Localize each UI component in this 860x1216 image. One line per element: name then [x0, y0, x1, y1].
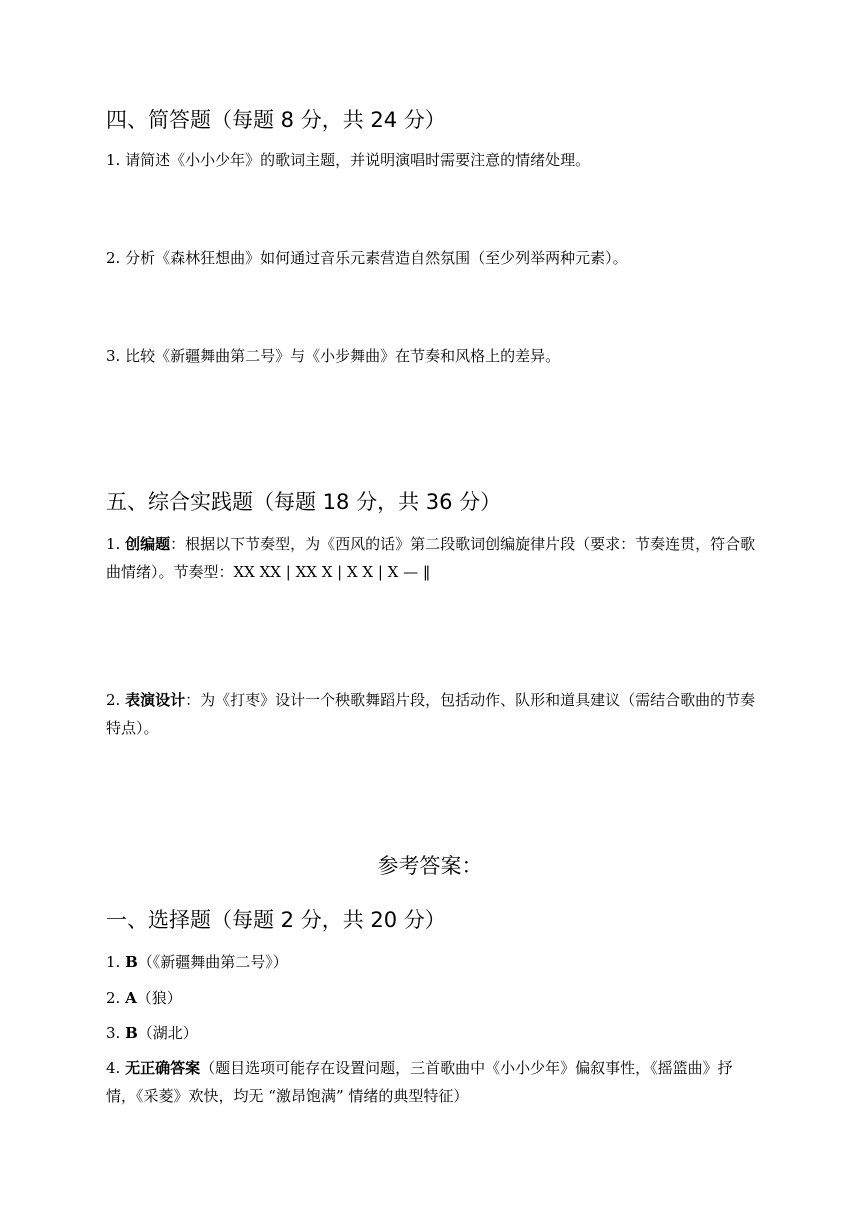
- section-4-question-3: 3. 比较《新疆舞曲第二号》与《小步舞曲》在节奏和风格上的差异。: [106, 347, 561, 365]
- question-label: 表演设计: [125, 691, 186, 709]
- answers-title: 参考答案：: [377, 854, 483, 878]
- answer-key: B: [125, 953, 138, 971]
- answer-number: 4.: [106, 1059, 126, 1077]
- answer-text: （题目选项可能存在设置问题，三首歌曲中《小小少年》偏叙事性，《摇篮曲》抒情，《采菱》欢快，均无 “激昂饱满” 情绪的典型特征）: [106, 1059, 733, 1105]
- section-4-question-2: 2. 分析《森林狂想曲》如何通过音乐元素营造自然氛围（至少列举两种元素）。: [106, 249, 628, 267]
- question-text: ：根据以下节奏型，为《西风的话》第二段歌词创编旋律片段（要求：节奏连贯，符合歌曲情绪）。节奏型：XX XX | XX X | X X | X — ‖: [106, 535, 756, 581]
- question-text: ：为《打枣》设计一个秧歌舞蹈片段，包括动作、队形和道具建议（需结合歌曲的节奏特点）。: [106, 691, 756, 737]
- answer-text: （湖北）: [137, 1024, 198, 1042]
- answer-text: （《新疆舞曲第二号》）: [137, 953, 288, 971]
- answer-number: 3.: [106, 1024, 126, 1042]
- section-5-question-1: [106, 530, 756, 586]
- answer-item: [106, 1054, 756, 1110]
- section-4-question-1: 1. 请简述《小小少年》的歌词主题，并说明演唱时需要注意的情绪处理。: [106, 151, 591, 169]
- question-number: 2.: [106, 691, 126, 709]
- question-label: 创编题: [125, 535, 171, 553]
- question-number: 1.: [106, 535, 126, 553]
- answers-section-1-title: 一、选择题（每题 2 分，共 20 分）: [106, 908, 446, 932]
- answer-item: [106, 1019, 756, 1047]
- answer-text: （狼）: [136, 989, 182, 1007]
- section-5-title: 五、综合实践题（每题 18 分，共 36 分）: [106, 490, 502, 514]
- answer-number: 1.: [106, 953, 126, 971]
- answer-item: [106, 948, 756, 976]
- answer-key: B: [125, 1024, 138, 1042]
- answer-key: A: [125, 989, 137, 1007]
- answer-key: 无正确答案: [125, 1059, 201, 1077]
- section-5-question-2: [106, 686, 756, 742]
- section-4-title: 四、简答题（每题 8 分，共 24 分）: [106, 108, 446, 132]
- answer-item: [106, 984, 756, 1012]
- answer-number: 2.: [106, 989, 126, 1007]
